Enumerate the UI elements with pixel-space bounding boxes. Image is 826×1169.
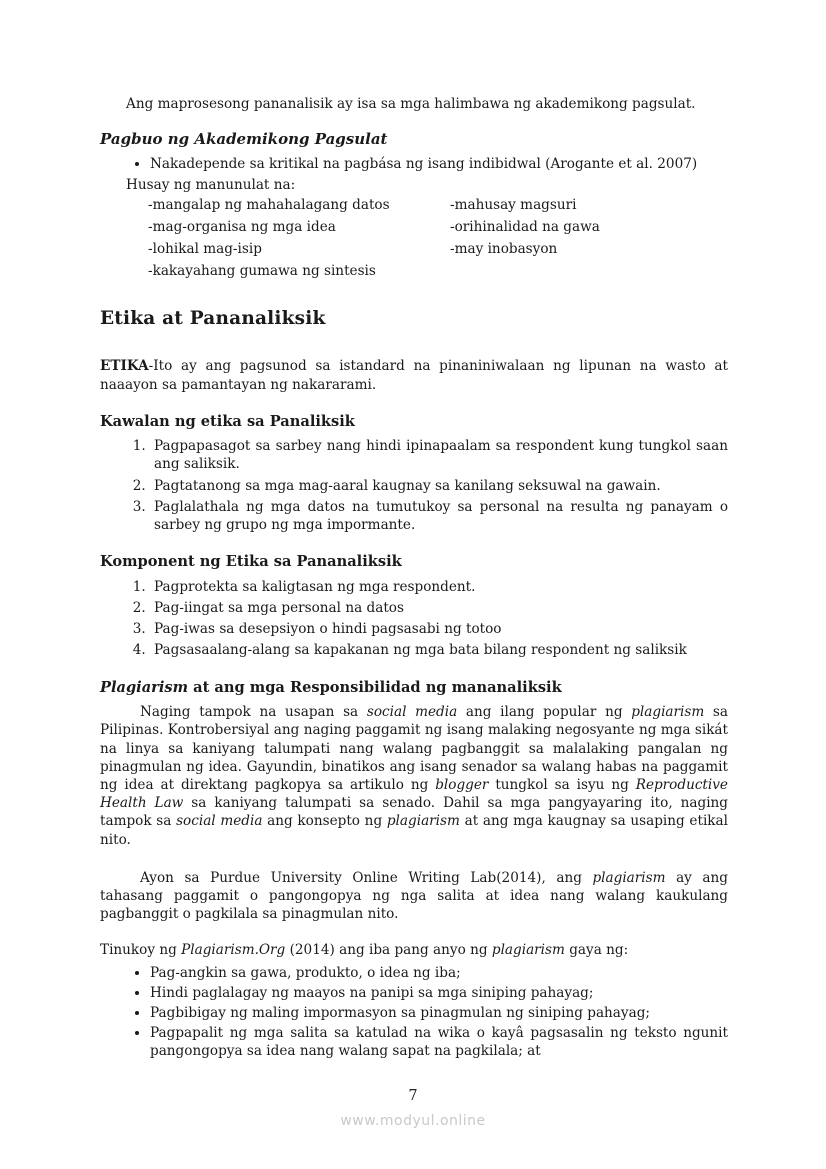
text-segment: Reproductive Health Law	[100, 776, 728, 812]
writer-skills-right-column	[450, 196, 710, 285]
komponent-list-item: 1. Pagprotekta sa kaligtasan ng mga respondent.	[150, 578, 728, 596]
text-segment: Plagiarism.Org	[181, 942, 286, 959]
text-segment: at ang mga Responsibilidad ng mananaliksik	[188, 678, 562, 696]
text-segment: (2014) ang iba pang anyo ng	[285, 942, 492, 959]
plagiarism-paragraph-2	[100, 869, 728, 924]
plagiarism-paragraph-3	[100, 941, 728, 959]
kawalan-list-item: 2. Pagtatanong sa mga mag-aaral kaugnay sa kanilang seksuwal na gawain.	[150, 477, 728, 495]
page-content	[100, 95, 728, 1063]
etika-definition-paragraph	[100, 357, 728, 393]
pagbuo-bullet-item: • Nakadepende sa kritikal na pagbása ng isang indibidwal (Arogante et al. 2007)	[150, 155, 728, 173]
watermark-text: www.modyul.online	[340, 1113, 486, 1130]
plagiarism-form-item: • Hindi paglalagay ng maayos na panipi sa mga siniping pahayag;	[150, 984, 728, 1002]
plagiarism-form-item: • Pagpapalit ng mga salita sa katulad na wika o kayâ pagsasalin ng teksto ngunit pangongopya sa idea nang walang sapat na pagkilala; at	[150, 1024, 728, 1060]
text-segment: plagiarism	[491, 942, 565, 959]
writer-skill-item: -lohikal mag-isip	[148, 241, 262, 258]
pagbuo-bullet-list	[100, 155, 728, 173]
text-segment: sa Pilipinas. Kontrobersiyal ang naging paggamit ng isang malaking negosyante ng mga sikát na linya sa kaniyang talumpati nang walang pagbanggit sa malalaking pangalan ng pinagmulan ng idea. Gayundin, binatikos ang isang senador sa walang habas na paggamit ng idea at direktang pagkopya sa artikulo ng	[100, 704, 729, 793]
rich-text	[100, 704, 728, 847]
writer-skill-item: -kakayahang gumawa ng sintesis	[148, 263, 376, 280]
kawalan-list-item: 3. Paglalathala ng mga datos na tumutukoy sa personal na resulta ng panayam o sarbey ng grupo ng mga impormante.	[150, 498, 728, 534]
writer-skills-left-column	[148, 196, 450, 285]
rich-text	[100, 942, 628, 958]
page-number: 7	[408, 1087, 418, 1104]
writer-skill-item: -orihinalidad na gawa	[450, 218, 600, 235]
kawalan-numbered-list	[100, 437, 728, 534]
plagiarism-form-item: • Pag-angkin sa gawa, produkto, o idea ng iba;	[150, 964, 728, 982]
text-segment: plagiarism	[592, 869, 666, 886]
section-heading-etika: Etika at Pananaliksik	[100, 307, 326, 329]
komponent-numbered-list	[100, 578, 728, 660]
plagiarism-form-item: • Pagbibigay ng maling impormasyon sa pinagmulan ng siniping pahayag;	[150, 1004, 728, 1022]
plagiarism-paragraph-1	[100, 703, 728, 849]
text-segment: Tinukoy ng	[100, 942, 182, 959]
text-segment: ETIKA	[100, 358, 149, 375]
writer-skill-item: -mangalap ng mahahalagang datos	[148, 196, 390, 213]
text-segment: Plagiarism	[100, 678, 189, 696]
rich-text	[100, 679, 562, 696]
kawalan-list-item: 1. Pagpapasagot sa sarbey nang hindi ipinapaalam sa respondent kung tungkol saan ang saliksik.	[150, 437, 728, 473]
writer-skills-columns	[148, 196, 728, 285]
text-segment: Naging tampok na usapan sa	[140, 704, 367, 721]
text-segment: ay ang tahasang paggamit o pangongopya ng nga salita at idea nang walang kaukulang pagbanggit o pagkilala sa pinagmulan nito.	[100, 869, 728, 923]
writer-skill-item: -mag-organisa ng mga idea	[148, 218, 336, 235]
komponent-list-item: 4. Pagsasaalang-alang sa kapakanan ng mga bata bilang respondent ng saliksik	[150, 641, 728, 659]
plagiarism-forms-list	[100, 964, 728, 1061]
section-heading-komponent: Komponent ng Etika sa Pananaliksik	[100, 553, 402, 571]
text-segment: plagiarism	[386, 813, 460, 830]
rich-text	[100, 358, 728, 392]
page-footer	[0, 1087, 826, 1131]
section-heading-pagbuo: Pagbuo ng Akademikong Pagsulat	[100, 130, 388, 149]
text-segment: social media	[176, 813, 263, 830]
text-segment: tungkol sa isyu ng	[488, 776, 636, 793]
komponent-list-item: 3. Pag-iwas sa desepsiyon o hindi pagsasabi ng totoo	[150, 620, 728, 638]
text-segment: sa kaniyang talumpati sa senado. Dahil sa mga pangyayaring ito, naging tampok sa	[100, 795, 728, 830]
text-segment: plagiarism	[631, 704, 705, 721]
text-segment: social media	[366, 704, 458, 721]
komponent-list-item: 2. Pag-iingat sa mga personal na datos	[150, 599, 728, 617]
writer-skill-item: -may inobasyon	[450, 241, 558, 258]
husay-label: Husay ng manunulat na:	[126, 176, 296, 193]
writer-skill-item: -mahusay magsuri	[450, 196, 577, 213]
rich-text	[100, 870, 728, 922]
section-heading-kawalan: Kawalan ng etika sa Panaliksik	[100, 412, 355, 430]
text-segment: Ayon sa Purdue University Online Writing Lab(2014), ang	[140, 869, 593, 886]
section-heading-plagiarism	[100, 678, 728, 698]
text-segment: ang konsepto ng	[262, 813, 387, 830]
text-segment: blogger	[435, 776, 489, 793]
text-segment: -Ito ay ang pagsunod sa istandard na pinaniniwalaan ng lipunan na wasto at naaayon sa pamantayan ng nakararami.	[100, 358, 728, 393]
text-segment: gaya ng:	[564, 942, 629, 959]
intro-paragraph: Ang maprosesong pananalisik ay isa sa mga halimbawa ng akademikong pagsulat.	[126, 96, 696, 112]
text-segment: at ang mga kaugnay sa usaping etikal nito.	[100, 813, 728, 848]
text-segment: ang ilang popular ng	[457, 704, 632, 721]
